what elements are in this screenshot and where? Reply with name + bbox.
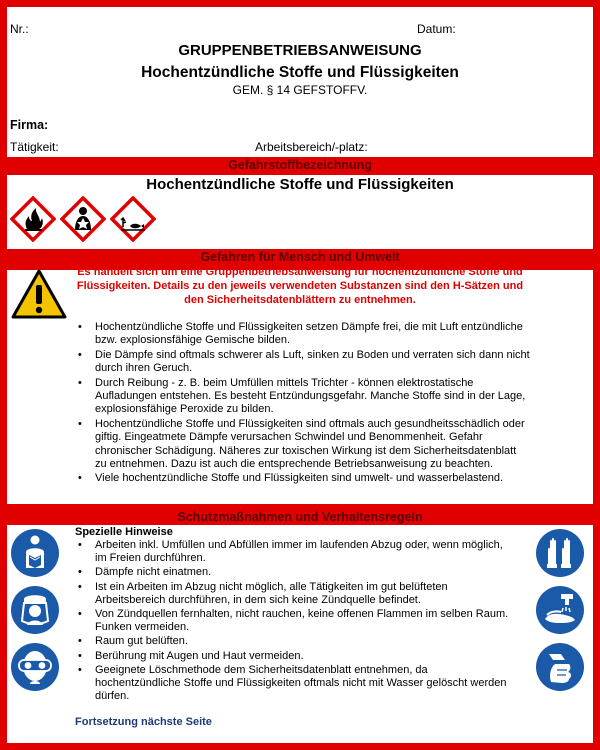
list-item: • Ist ein Arbeiten im Abzug nicht möglich, alle Tätigkeiten im gut belüfteten Arbeitsbereich durchführen, in dem sich keine Zündquelle befindet.: [75, 581, 515, 607]
read-instructions-icon: [10, 528, 60, 578]
safety-goggles-icon: [10, 642, 60, 692]
flame-icon: [10, 196, 56, 242]
schutz-bar: Schutzmaßnahmen und Verhaltensregeln: [0, 509, 600, 525]
datum-label: Datum:: [417, 22, 456, 36]
list-item: • Raum gut belüften.: [75, 635, 515, 648]
hinweise-title: Spezielle Hinweise: [75, 526, 173, 538]
face-shield-icon: [10, 585, 60, 635]
nr-label: Nr.:: [10, 22, 29, 36]
gefahren-list: [75, 321, 530, 487]
arbeitsbereich-label: Arbeitsbereich/-platz:: [255, 140, 368, 154]
group-warning-text: Es handelt sich um eine Gruppenbetriebsanweisung für hochentzündliche Stoffe und Flüssigkeiten. Details zu den jeweils verwendeten Substanzen sind den H-Sätzen und den Sicherheitsdatenblättern zu entnehmen.: [76, 266, 524, 306]
list-item: • Berührung mit Augen und Haut vermeiden.: [75, 650, 515, 663]
list-item: • Die Dämpfe sind oftmals schwerer als Luft, sinken zu Boden und verraten sich dann nicht durch ihren Geruch.: [75, 349, 530, 376]
schutz-list: [75, 539, 515, 704]
document-subtitle: Hochentzündliche Stoffe und Flüssigkeiten: [141, 64, 459, 81]
health-hazard-icon: [60, 196, 106, 242]
warning-triangle-icon: [10, 268, 68, 320]
list-item: • Geeignete Löschmethode dem Sicherheitsdatenblatt entnehmen, da hochentzündliche Stoffe und Flüssigkeiten oftmals nicht mit Wasser gelöscht werden dürfen.: [75, 664, 515, 704]
document-title: GRUPPENBETRIEBSANWEISUNG: [178, 42, 422, 59]
hand-wash-icon: [535, 585, 585, 635]
legal-reference: GEM. § 14 GEFSTOFFV.: [232, 83, 368, 97]
gefahren-bar: Gefahren für Mensch und Umwelt: [0, 249, 600, 265]
taetigkeit-label: Tätigkeit:: [10, 140, 59, 154]
list-item: • Viele hochentzündliche Stoffe und Flüssigkeiten sind umwelt- und wasserbelastend.: [75, 472, 530, 485]
list-item: • Dämpfe nicht einatmen.: [75, 566, 515, 579]
environment-icon: [110, 196, 156, 242]
gloves-icon: [535, 528, 585, 578]
list-item: • Arbeiten inkl. Umfüllen und Abfüllen immer im laufenden Abzug oder, wenn möglich, im Freien durchführen.: [75, 539, 515, 565]
firma-label: Firma:: [10, 118, 49, 132]
list-item: • Von Zündquellen fernhalten, nicht rauchen, keine offenen Flammen im selben Raum. Funken vermeiden.: [75, 608, 515, 634]
list-item: • Hochentzündliche Stoffe und Flüssigkeiten sind oftmals auch gesundheitsschädlich oder giftig. Eingeatmete Dämpfe verursachen Schwindel und Benommenheit. Gefahr chronischer Schädigung. Näheres zur toxischen Wirkung ist dem Sicherheitsdatenblatt zu entnehmen. Dazu ist auch die entsprechende Betriebsanweisung zu beachten.: [75, 418, 530, 472]
list-item: • Hochentzündliche Stoffe und Flüssigkeiten setzen Dämpfe frei, die mit Luft entzündliche bzw. explosionsfähige Gemische bilden.: [75, 321, 530, 348]
substance-name: Hochentzündliche Stoffe und Flüssigkeiten: [146, 176, 454, 193]
list-item: • Durch Reibung - z. B. beim Umfüllen mittels Trichter - können elektrostatische Aufladungen entstehen. Es besteht Entzündungsgefahr. Manche Stoffe sind in der Lage, explosionsfähige Peroxide zu bilden.: [75, 377, 530, 417]
continuation-note: Fortsetzung nächste Seite: [75, 716, 212, 728]
gefahrstoff-bar: Gefahrstoffbezeichnung: [0, 157, 600, 175]
hand-protection-icon: [535, 642, 585, 692]
